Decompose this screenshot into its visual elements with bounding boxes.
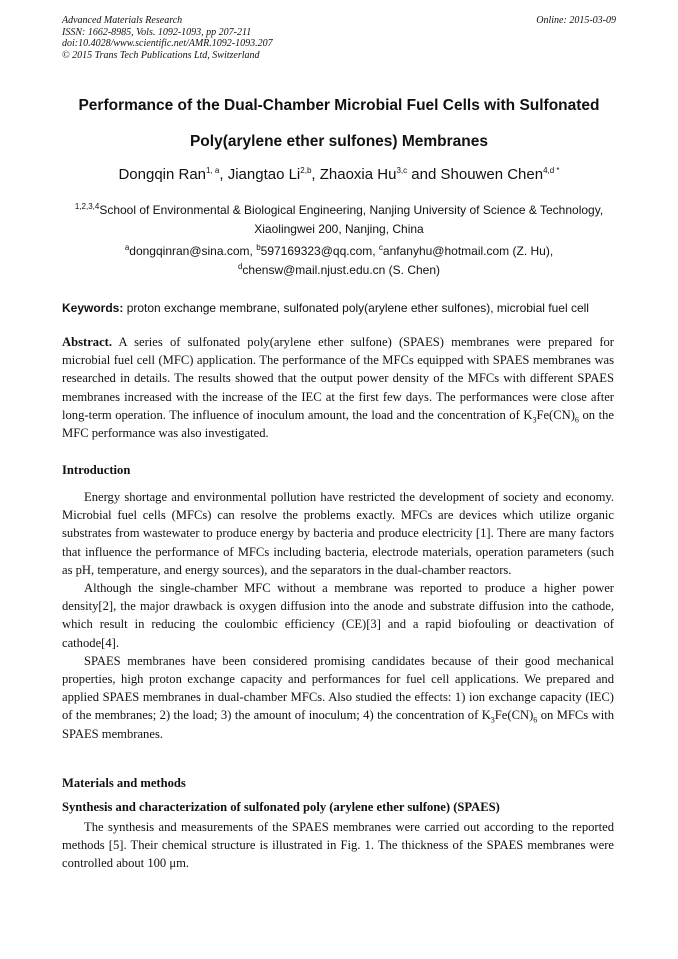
subscript: 3 (532, 415, 537, 425)
email-sup: c (378, 243, 383, 252)
author-separator: , (311, 166, 320, 183)
subscript: 6 (574, 415, 579, 425)
author-name: Shouwen Chen (440, 166, 544, 183)
author-name: Dongqin Ran (118, 166, 207, 183)
paragraph: Energy shortage and environmental pollution have restricted the development of society and economy. Microbial fuel cells (MFCs) can resolve the problems exactly. MFCs are devices which utilize organic substrates from wastewater to produce energy by bacteria and produce electricity [1]. There are many factors that influence the performance of MFCs including bacteria, electrode materials, operation parameters (such as pH, temperature, and energy sources), and the separators in the dual-chamber reactors. (62, 490, 614, 577)
online-date: Online: 2015-03-09 (536, 15, 616, 26)
subscript: 6 (533, 715, 538, 725)
introduction-heading: Introduction (62, 463, 131, 477)
author-separator: , (219, 166, 228, 183)
formula-part: Fe(CN) (494, 708, 534, 723)
abstract-text: A series of sulfonated poly(arylene ether sulfone) (SPAES) membranes were prepared for microbial fuel cell (MFC) application. The performance of the MFCs equipped with SPAES membranes was researched in details. The results showed that the output power density of the MFCs with different SPAES membranes increased with the increase of the IEC at the first few days. The performances were close after long-term operation. The influence of inoculum amount, the load and the concentration of K (62, 335, 614, 422)
abstract (62, 333, 614, 442)
paragraph: Although the single-chamber MFC without a membrane was reported to produce a higher power density[2], the major drawback is oxygen diffusion into the anode and substrate diffusion into the cathode, which result in reducing the coulombic efficiency (CE)[3] and a rapid biofouling or deactivation of cathode[4]. (62, 581, 614, 650)
methods-body (62, 818, 614, 873)
keywords-label: Keywords: (62, 301, 124, 315)
abstract-label: Abstract. (62, 335, 113, 349)
abstract-text-end: on the MFC performance was also investigated. (62, 407, 614, 441)
methods-subheading: Synthesis and characterization of sulfonated poly (arylene ether sulfone) (SPAES) (62, 800, 500, 814)
paragraph: The synthesis and measurements of the SPAES membranes were carried out according to the reported methods [5]. Their chemical structure is illustrated in Fig. 1. The thickness of the SPAES membranes were controlled about 100 μm. (62, 820, 614, 871)
formula-part: Fe(CN) (536, 407, 575, 422)
email-sup: b (256, 243, 261, 252)
title-line-2: Poly(arylene ether sulfones) Membranes (189, 133, 489, 150)
affiliation (62, 201, 616, 239)
affiliation-line-1: School of Environmental & Biological Engineering, Nanjing University of Science & Technology, (99, 203, 604, 217)
author-sup: 4,d * (543, 166, 560, 175)
doi-line[interactable]: doi:10.4028/www.scientific.net/AMR.1092-1093.207 (62, 38, 273, 49)
author-emails (62, 242, 616, 280)
author-separator: and (407, 166, 441, 183)
author-name: Zhaoxia Hu (319, 166, 397, 183)
subscript: 3 (490, 715, 495, 725)
keywords (62, 301, 622, 315)
copyright-line: © 2015 Trans Tech Publications Ltd, Switzerland (62, 49, 260, 61)
journal-name: Advanced Materials Research (62, 15, 183, 26)
email-a[interactable]: dongqinran@sina.com, (129, 244, 257, 258)
author-sup: 3,c (396, 166, 408, 175)
title-line-1: Performance of the Dual-Chamber Microbial Fuel Cells with Sulfonated (78, 97, 600, 114)
paragraph-text-end: on MFCs with SPAES membranes. (62, 708, 614, 741)
methods-heading: Materials and methods (62, 776, 186, 790)
email-b[interactable]: 597169323@qq.com, (260, 244, 379, 258)
keywords-text: proton exchange membrane, sulfonated poly(arylene ether sulfones), microbial fuel cell (123, 301, 589, 315)
email-d[interactable]: chensw@mail.njust.edu.cn (S. Chen) (242, 263, 441, 277)
paragraph (62, 652, 614, 743)
affiliation-sup: 1,2,3,4 (74, 202, 100, 211)
email-c[interactable]: anfanyhu@hotmail.com (Z. Hu), (382, 244, 554, 258)
paragraph-text: SPAES membranes have been considered promising candidates because of their good mechanical properties, high proton exchange capacity and performances for fuel cell applications. We prepared and applied SPAES membranes in dual-chamber MFCs. Also studied the effects: 1) ion exchange capacity (IEC) of the membranes; 2) the load; 3) the amount of inoculum; 4) the concentration of K (62, 653, 614, 723)
author-list (40, 166, 638, 183)
issn-line: ISSN: 1662-8985, Vols. 1092-1093, pp 207-211 (62, 26, 252, 38)
author-name: Jiangtao Li (227, 166, 301, 183)
email-sup: d (237, 262, 243, 271)
author-sup: 1, a (206, 166, 220, 175)
introduction-body (62, 488, 614, 743)
affiliation-line-2: Xiaolingwei 200, Nanjing, China (254, 222, 424, 236)
paper-title (40, 88, 638, 160)
author-sup: 2,b (300, 166, 312, 175)
email-sup: a (124, 243, 130, 252)
journal-header (62, 15, 616, 61)
